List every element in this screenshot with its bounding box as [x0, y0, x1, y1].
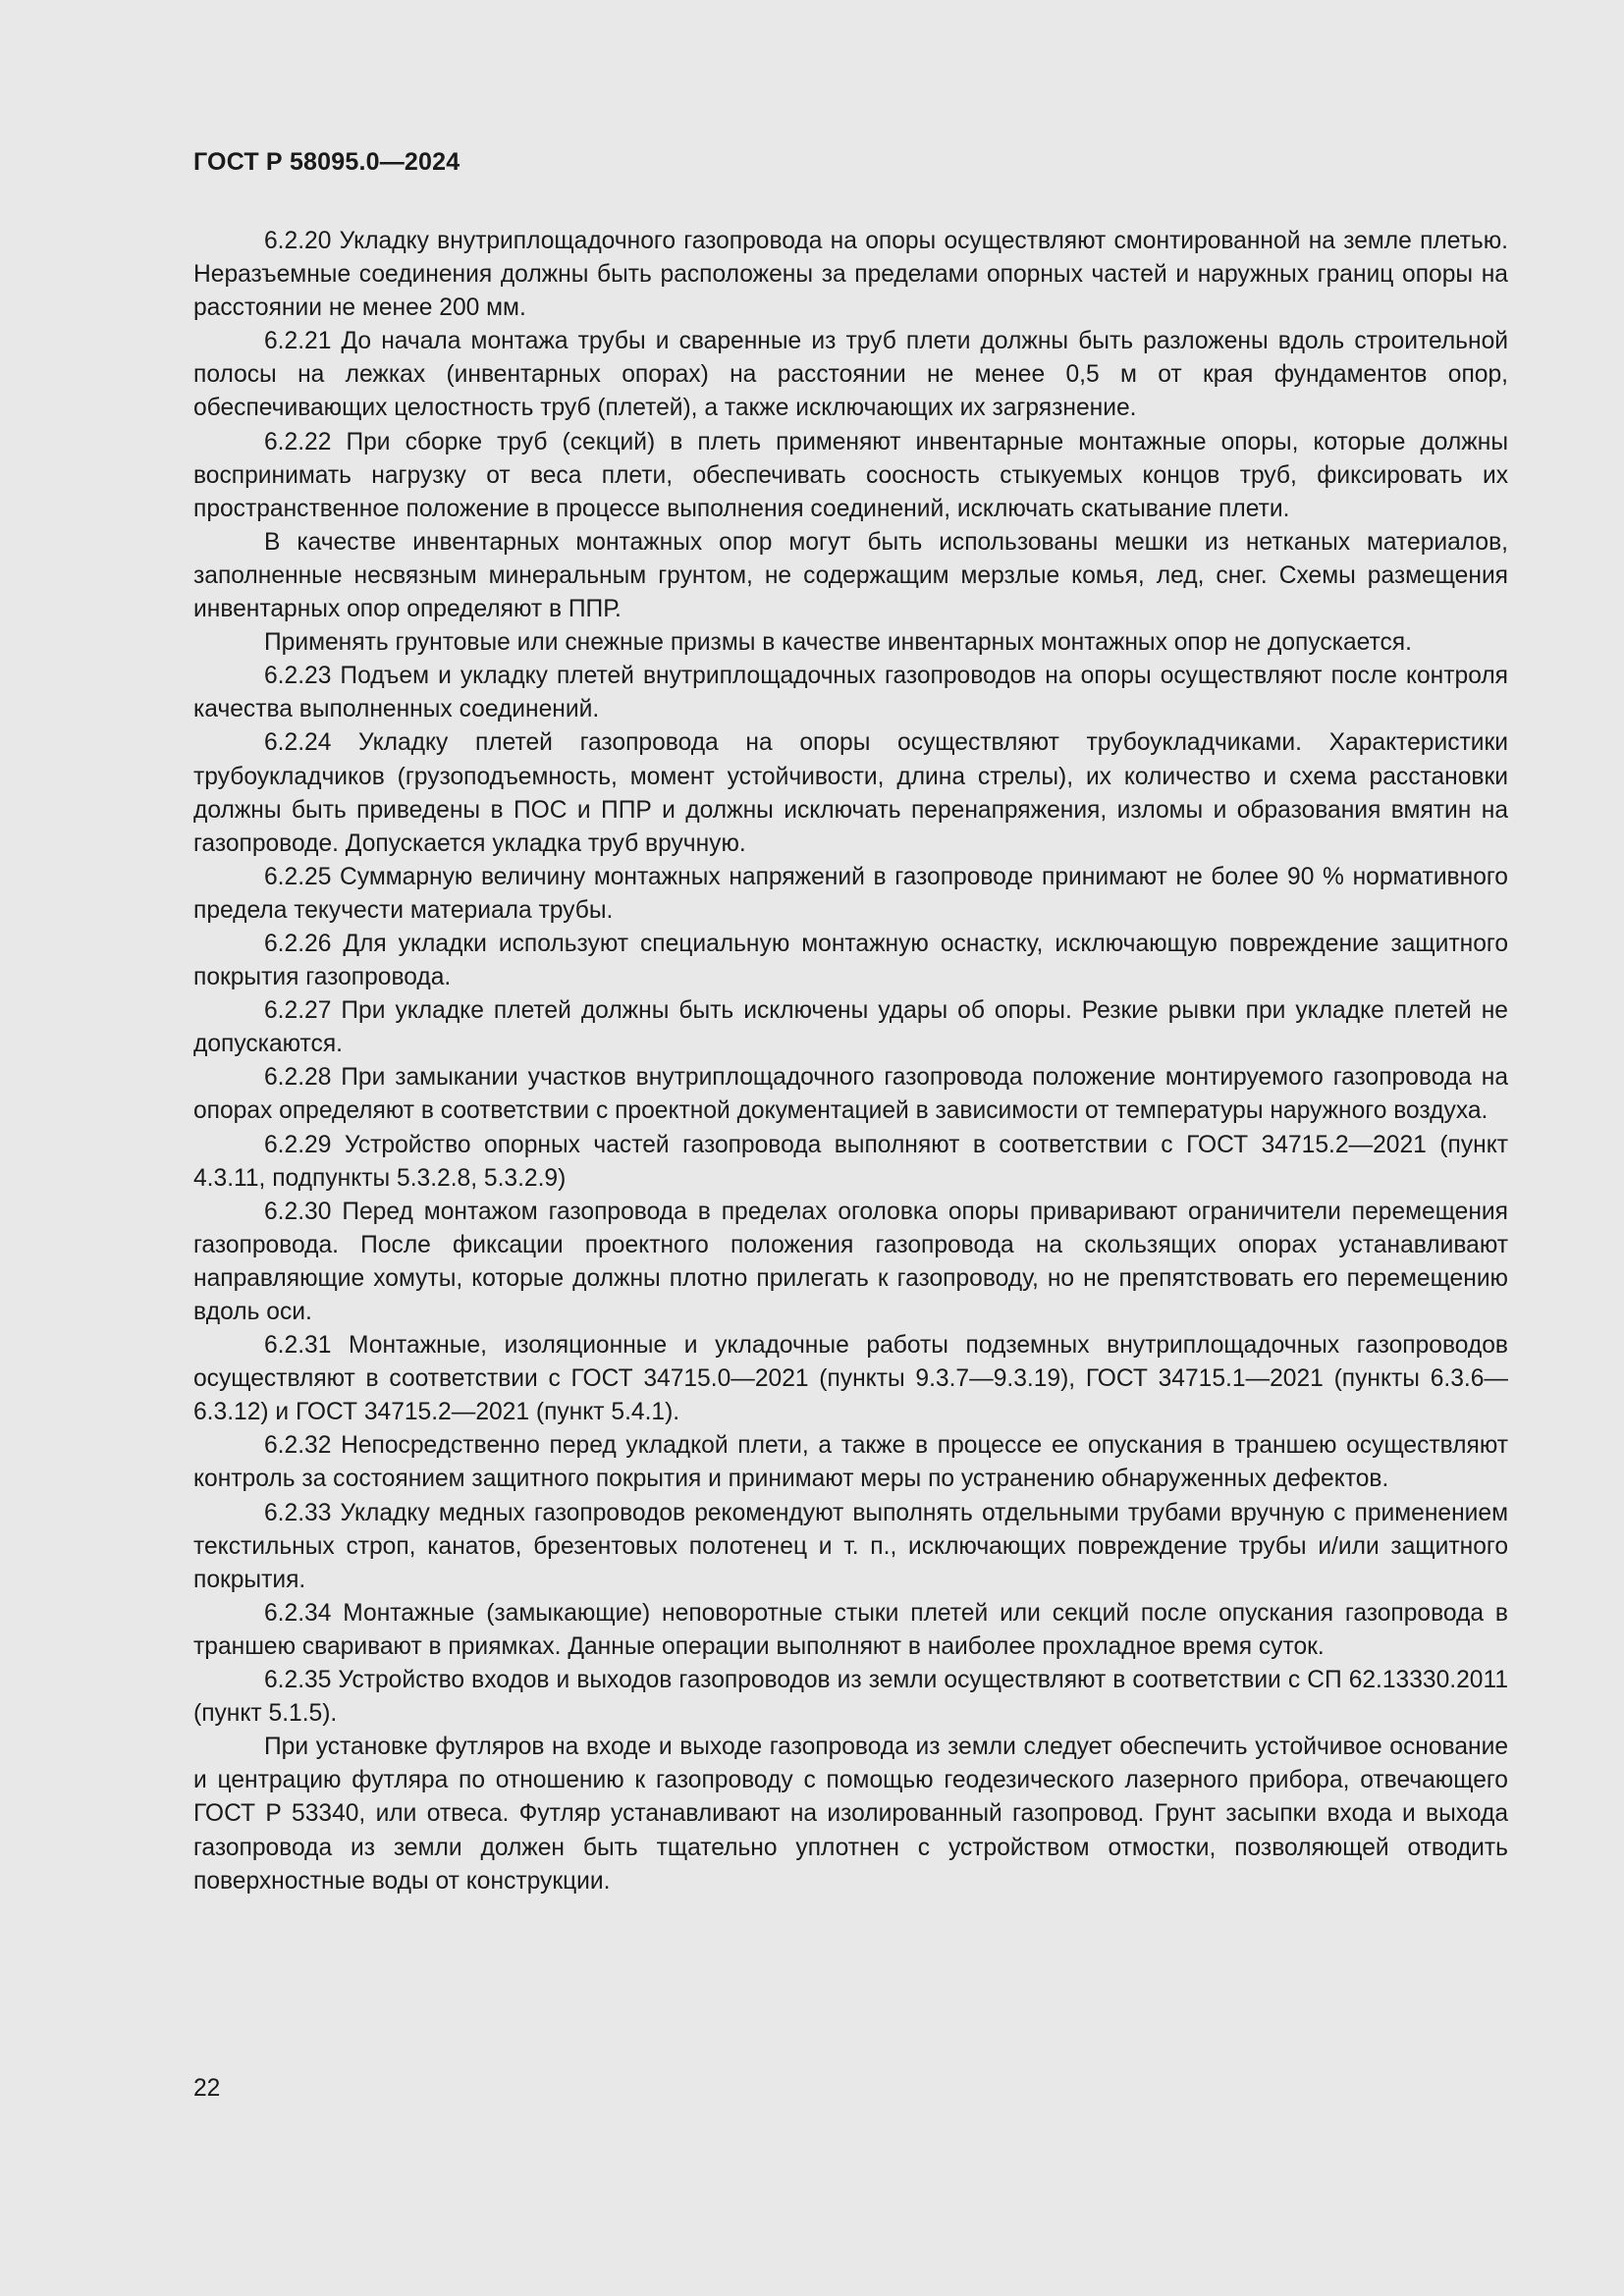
paragraph-6-2-34: 6.2.34 Монтажные (замыкающие) неповоротные стыки плетей или секций после опускания газопровода в траншею сваривают в приямках. Данные операции выполняют в наиболее прохладное время суток.: [193, 1599, 1508, 1660]
body-text: [193, 225, 1508, 1898]
paragraph-6-2-20: 6.2.20 Укладку внутриплощадочного газопровода на опоры осуществляют смонтированной на земле плетью. Неразъемные соединения должны быть расположены за пределами опорных частей и наружных границ опоры на расстоянии не менее 200 мм.: [193, 228, 1508, 322]
paragraph-6-2-22-prisms: Применять грунтовые или снежные призмы в качестве инвентарных монтажных опор не допускается.: [264, 629, 1412, 657]
paragraph-6-2-30: 6.2.30 Перед монтажом газопровода в пределах оголовка опоры приваривают ограничители перемещения газопровода. После фиксации проектного положения газопровода на скользящих опорах устанавливают направляющие хомуты, которые должны плотно прилегать к газопроводу, но не препятствовать его перемещению вдоль оси.: [193, 1198, 1508, 1325]
paragraph-6-2-22: 6.2.22 При сборке труб (секций) в плеть применяют инвентарные монтажные опоры, которые должны воспринимать нагрузку от веса плети, обеспечивать соосность стыкуемых концов труб, фиксировать их пространственное положение в процессе выполнения соединений, исключать скатывание плети.: [193, 428, 1508, 522]
paragraph-6-2-25: 6.2.25 Суммарную величину монтажных напряжений в газопроводе принимают не более 90 % нормативного предела текучести материала трубы.: [193, 863, 1508, 924]
paragraph-6-2-31: 6.2.31 Монтажные, изоляционные и укладочные работы подземных внутриплощадочных газопроводов осуществляют в соответствии с ГОСТ 34715.0—2021 (пункты 9.3.7—9.3.19), ГОСТ 34715.1—2021 (пункты 6.3.6—6.3.12) и ГОСТ 34715.2—2021 (пункт 5.4.1).: [193, 1332, 1508, 1426]
paragraph-6-2-32: 6.2.32 Непосредственно перед укладкой плети, а также в процессе ее опускания в траншею осуществляют контроль за состоянием защитного покрытия и принимают меры по устранению обнаруженных дефектов.: [193, 1432, 1508, 1493]
document-header: ГОСТ Р 58095.0—2024: [193, 148, 460, 176]
paragraph-6-2-26: 6.2.26 Для укладки используют специальную монтажную оснастку, исключающую повреждение защитного покрытия газопровода.: [193, 930, 1508, 991]
paragraph-6-2-21: 6.2.21 До начала монтажа трубы и сваренные из труб плети должны быть разложены вдоль строительной полосы на лежках (инвентарных опорах) на расстоянии не менее 0,5 м от края фундаментов опор, обеспечивающих целостность труб (плетей), а также исключающих их загрязнение.: [193, 328, 1508, 422]
page-number: 22: [193, 2075, 221, 2102]
paragraph-6-2-24: 6.2.24 Укладку плетей газопровода на опоры осуществляют трубоукладчиками. Характеристики трубоукладчиков (грузоподъемность, момент устойчивости, длина стрелы), их количество и схема расстановки должны быть приведены в ПОС и ППР и должны исключать перенапряжения, изломы и образования вмятин на газопроводе. Допускается укладка труб вручную.: [193, 729, 1508, 857]
paragraph-6-2-29: 6.2.29 Устройство опорных частей газопровода выполняют в соответствии с ГОСТ 34715.2—2021 (пункт 4.3.11, подпункты 5.3.2.8, 5.3.2.9): [193, 1131, 1508, 1192]
paragraph-6-2-35-casings: При установке футляров на входе и выходе газопровода из земли следует обеспечить устойчивое основание и центрацию футляра по отношению к газопроводу с помощью геодезического лазерного прибора, отвечающего ГОСТ Р 53340, или отвеса. Футляр устанавливают на изолированный газопровод. Грунт засыпки входа и выхода газопровода из земли должен быть тщательно уплотнен с устройством отмостки, позволяющей отводить поверхностные воды от конструкции.: [193, 1734, 1508, 1895]
paragraph-6-2-27: 6.2.27 При укладке плетей должны быть исключены удары об опоры. Резкие рывки при укладке плетей не допускаются.: [193, 997, 1508, 1058]
paragraph-6-2-22-supports: В качестве инвентарных монтажных опор могут быть использованы мешки из нетканых материалов, заполненные несвязным минеральным грунтом, не содержащим мерзлые комья, лед, снег. Схемы размещения инвентарных опор определяют в ППР.: [193, 528, 1508, 623]
paragraph-6-2-28: 6.2.28 При замыкании участков внутриплощадочного газопровода положение монтируемого газопровода на опорах определяют в соответствии с проектной документацией в зависимости от температуры наружного воздуха.: [193, 1064, 1508, 1125]
paragraph-6-2-23: 6.2.23 Подъем и укладку плетей внутриплощадочных газопроводов на опоры осуществляют после контроля качества выполненных соединений.: [193, 663, 1508, 723]
paragraph-6-2-33: 6.2.33 Укладку медных газопроводов рекомендуют выполнять отдельными трубами вручную с применением текстильных строп, канатов, брезентовых полотенец и т. п., исключающих повреждение трубы и/или защитного покрытия.: [193, 1499, 1508, 1593]
paragraph-6-2-35: 6.2.35 Устройство входов и выходов газопроводов из земли осуществляют в соответствии с СП 62.13330.2011 (пункт 5.1.5).: [193, 1667, 1508, 1728]
